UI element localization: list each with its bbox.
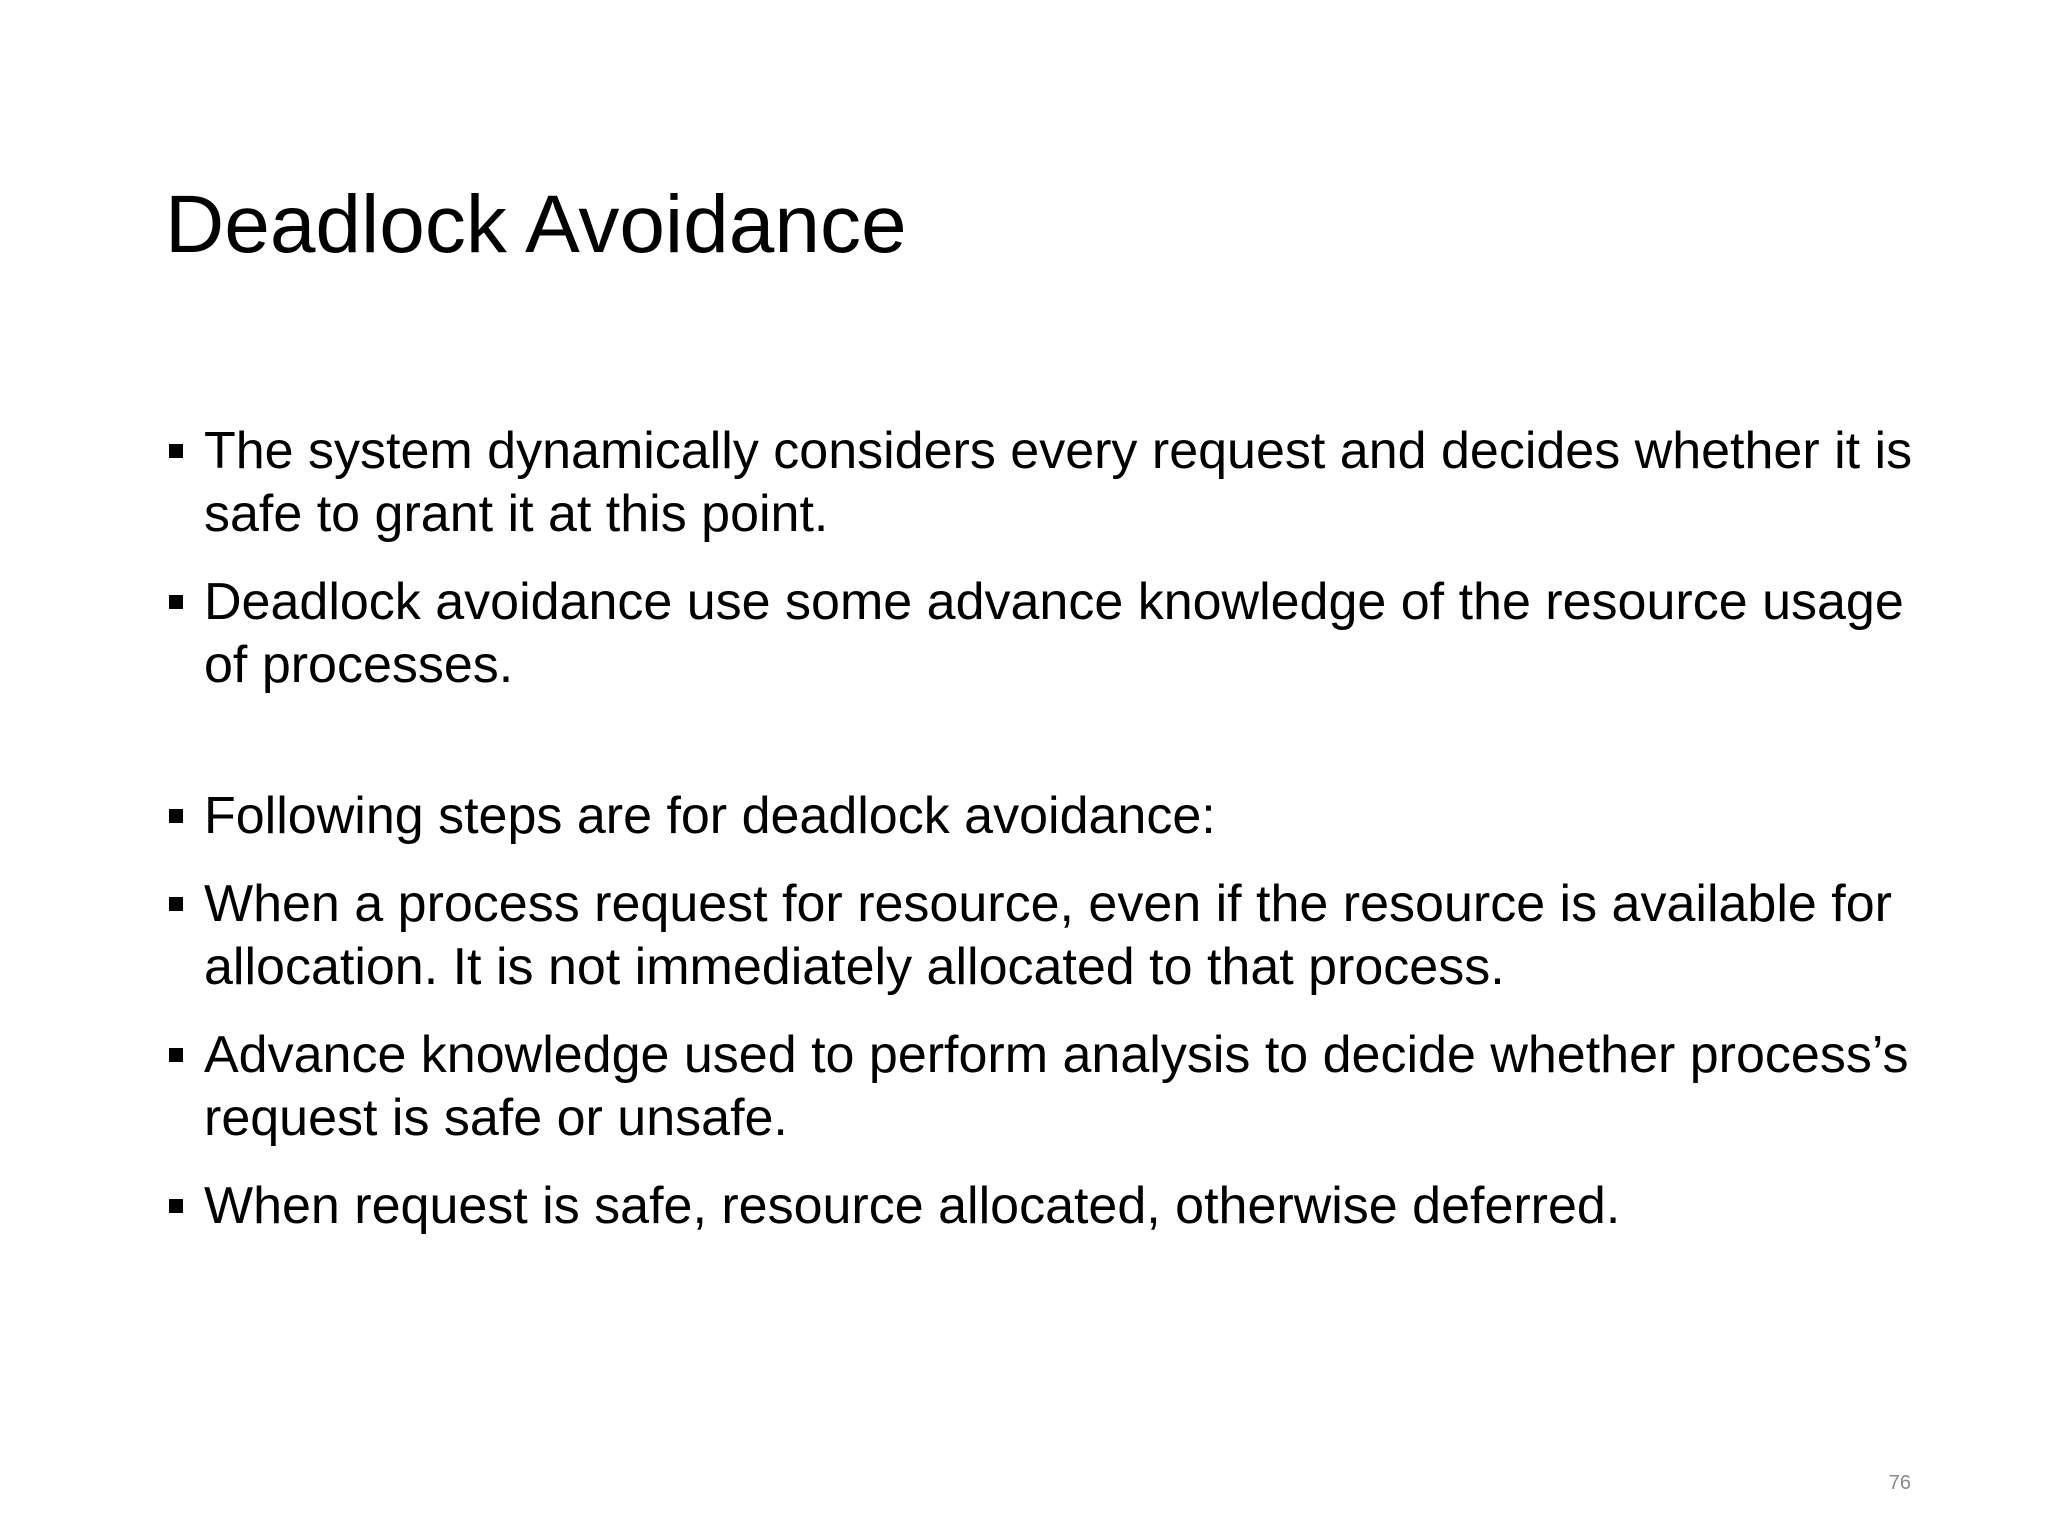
bullet-text: Deadlock avoidance use some advance knowledge of the resource usage of processes. [204,573,1904,694]
bullet-item [167,1024,1927,1150]
bullet-text: When a process request for resource, even if the resource is available for allocation. It is not immediately allocated to that process. [204,875,1892,996]
square-bullet-icon [169,1199,183,1213]
bullet-item [167,873,1927,999]
square-bullet-icon [169,444,183,458]
bullet-list [167,420,1927,1263]
page-number: 76 [1888,1472,1911,1494]
square-bullet-icon [169,1048,183,1062]
bullet-item [167,1175,1927,1238]
bullet-item [167,571,1927,697]
bullet-text: Following steps are for deadlock avoidance: [204,787,1216,845]
slide-title: Deadlock Avoidance [165,179,907,270]
square-bullet-icon [169,809,183,823]
bullet-text: Advance knowledge used to perform analysis to decide whether process’s request is safe or unsafe. [204,1026,1909,1147]
bullet-text: When request is safe, resource allocated, otherwise deferred. [204,1177,1621,1235]
bullet-item [167,420,1927,546]
square-bullet-icon [169,897,183,911]
bullet-text: The system dynamically considers every request and decides whether it is safe to grant it at this point. [204,422,1913,543]
bullet-item [167,785,1927,848]
square-bullet-icon [169,595,183,609]
